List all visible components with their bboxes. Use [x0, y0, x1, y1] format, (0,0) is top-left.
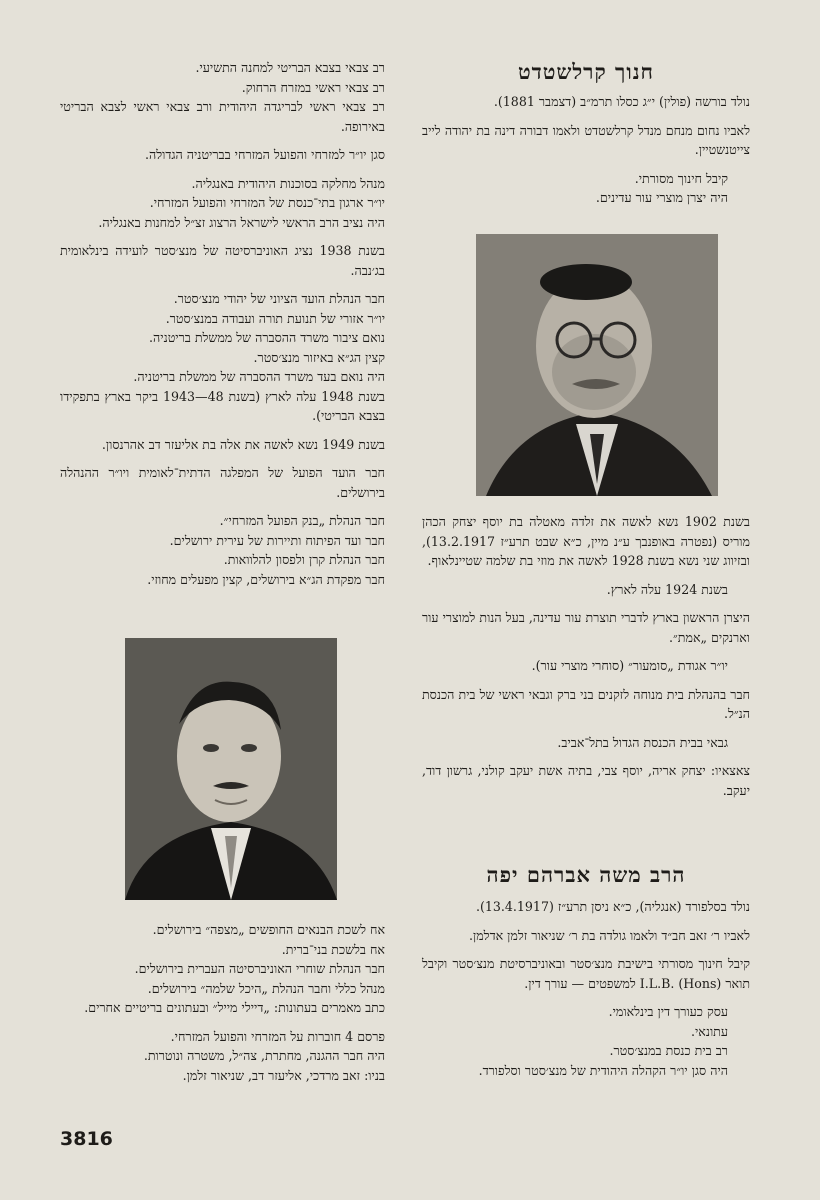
career-line: סגן יו״ר למזרחי והפועל המזרחי בבריטניה הגדולה.: [144, 147, 385, 162]
person1-education: קיבל חינוך מסורתי.: [634, 170, 728, 186]
person1-birth: נולד בורשה (פולין) י״ג כסלו תרמ״ב (דצמבר 1881).: [493, 94, 750, 109]
membership-line: בניו: זאב מרדכי, אליעזר דב, שניאור זלמן.: [182, 1067, 385, 1083]
person2-parents: לאביו ר׳ זאב חב״ד ולאמו גולדה בת ר׳ שניאור זלמן אדלמן.: [469, 927, 750, 943]
career-line: חבר הנהלת „בנק הפועל המזרחי״.: [219, 513, 385, 528]
left-column: [60, 58, 385, 589]
portrait-photo-karlstadt: [476, 234, 718, 496]
career-line: בשנת 1948 עלה לארץ (בשנת 48—1943 ביקר בארץ בתפקידו בצבא הבריטי).: [60, 388, 385, 423]
person2-name: הרב משה אברהם יפה: [486, 862, 686, 887]
membership-line: אח בלשכת בני־ברית.: [281, 941, 385, 957]
career-line: רב צבאי ראשי לבריגדה היהודית ורב צבאי ראשי לצבא הבריטי באירופה.: [60, 99, 385, 134]
person2-education: קיבל חינוך מסורתי בישיבת מנצ׳סטר ובאוניברסיטת מנצ׳סטר וקיבל תואר I.L.B. (Hons) למשפטים — עורך דין.: [422, 956, 750, 991]
person1-chairman: יו״ר אגודת „סומעור״ (סוחרי מוצרי עור).: [531, 658, 728, 673]
person2-journalist: עתונאי.: [691, 1023, 728, 1039]
page-number: 3816: [60, 1128, 113, 1150]
person1-marriage: בשנת 1902 נשא לאשה את זלדה מאטלה בת יוסף יצחק הכהן מוריס (נפטרה באופנבך ע״נ מיין, כ״א שבט תרע״ז 13.2.1917), ובזיווג שני נשא בשנת 1928 לאשה את מוזי בת שלמה שטיינלאוף.: [422, 514, 751, 568]
career-line: חבר ועד הפיתוח ותיירות של עירית ירושלים.: [169, 532, 385, 548]
career-line: קצין הג״א באיזור מנצ׳סטר.: [253, 349, 385, 365]
career-line: חבר מפקדת הג״א בירושלים, קצין מפעלים מחוזי.: [147, 571, 385, 587]
person1-occupation: היה יצרן מוצרי עור עדינים.: [595, 190, 728, 205]
person1-pioneer: היצרן הראשון בארץ לדברי תוצרת עור עדינה, בעל הנות למוצרי עור וארנקים „אמת״.: [422, 610, 750, 645]
portrait-photo-yaffe: [125, 638, 337, 900]
membership-line: אח לשכת הבנאים החופשים „מצפה״ בירושלים.: [152, 922, 385, 937]
person1-gabbai: גבאי בבית הכנסת הגדול בתל־אביב.: [557, 734, 728, 750]
career-line: חבר הנהלת הועד הציוני של יהודי מנצ׳סטר.: [173, 291, 385, 306]
career-line: בשנת 1949 נשא לאשה את אלה בת אליעזר דב אהרנסון.: [101, 436, 385, 452]
person1-name: חנוך קרלשטדט: [518, 59, 654, 84]
membership-line: מנהל כללי וחבר הנהלת „היכל שלמה״ בירושלים.: [147, 980, 385, 996]
career-line: חבר הנהלת קרן ולפסון להלוואות.: [223, 552, 385, 567]
career-line: היה נואם בעד משרד ההסברה של ממשלת בריטניה.: [133, 369, 385, 384]
membership-line: היה חבר ההגנה, מחתרת, צה״ל, משטרה ונוטרות.: [143, 1048, 385, 1063]
career-line: רב צבאי ראשי במזרח הרחוק.: [241, 79, 385, 95]
person1-parents: לאביו נחום מנחם מנדל קרלשטדט ולאמו דבורה דינה בת יהודה לייב צייטנשטיין.: [422, 122, 750, 157]
right-column-lower: [422, 512, 750, 1080]
career-line: נואם ציבור משרד ההסברה של ממשלת בריטניה.: [149, 330, 385, 345]
career-line: היה נציב הרב הראשי לישראל הרצוג זצ״ל למחנות באנגליה.: [98, 214, 385, 230]
right-column: [422, 58, 750, 208]
career-line: רב צבאי בצבא הבריטי למחנה התשיעי.: [195, 60, 385, 75]
career-line: מנהל מחלקה בסוכנות היהודית באנגליה.: [191, 175, 385, 191]
person1-board: חבר בהנהלת בית מנוחה לזקנים בני ברק וגבאי ראשי של בית הכנסת הנ״ל.: [422, 686, 750, 721]
career-line: יו״ר אזורי של תנועת תורה ועבודה במנצ׳סטר.: [165, 310, 385, 326]
career-line: יו״ר ארגון בתי־כנסת של המזרחי והפועל המזרחי.: [149, 195, 385, 210]
person2-rabbi: רב בית כנסת במנצ׳סטר.: [609, 1043, 728, 1058]
person2-deputy: היה סגן יו״ר הקהלה היהודית של מנצ׳סטר וסלפורד.: [478, 1062, 728, 1078]
person2-lawyer: עסק כעורך דין בינלאומי.: [608, 1004, 728, 1019]
membership-line: חבר הנהלת שוחרי האוניברסיטה העברית בירושלים.: [134, 961, 385, 976]
person2-birth: נולד בסלפורד (אנגליה), כ״א ניסן תרע״ז (13.4.1917).: [475, 899, 750, 914]
membership-line: כתב מאמרים בעתונות: „דיילי מייל״ ובעתונים בריטיים אחרים.: [84, 1000, 385, 1015]
membership-line: פרסם 4 חוברות על המזרחי והפועל המזרחי.: [170, 1028, 385, 1044]
person1-aliyah: בשנת 1924 עלה לארץ.: [606, 581, 728, 597]
career-line: בשנת 1938 נציג האוניברסיטה של מנצ׳סטר לועידה בינלאומית בג׳נבה.: [60, 243, 385, 278]
career-line: חבר הועד הפועל של המפלגה הדתית־לאומית ויו״ר ההנהלה בירושלים.: [60, 465, 385, 500]
left-column-lower: [60, 920, 385, 1085]
person1-descendants: צאצאיו: יצחק אריה, יוסף צבי, בתיה אשת יעקב קולני, גרשון דוד, יעקב.: [422, 763, 750, 798]
